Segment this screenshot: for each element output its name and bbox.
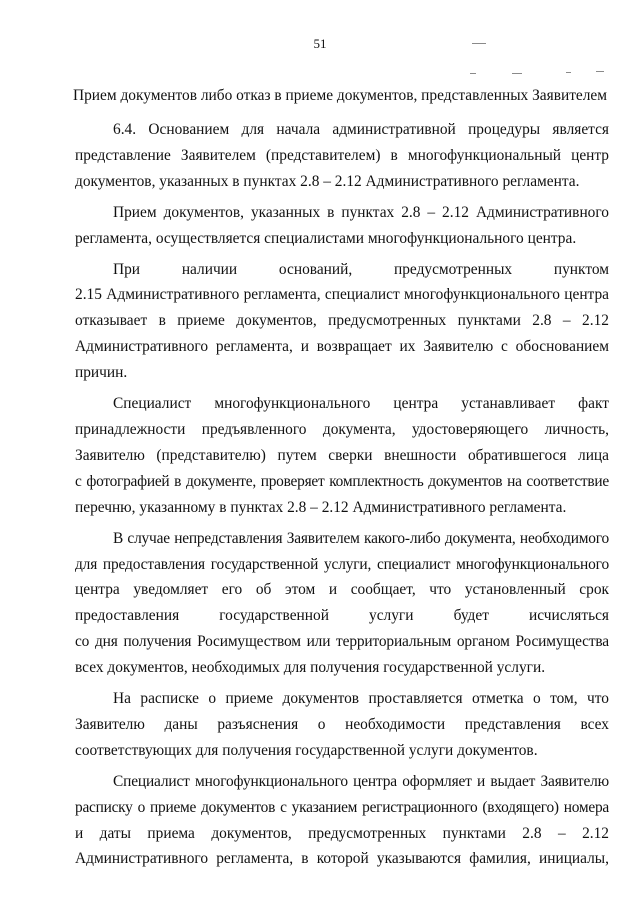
text-line: Заявителю даны разъяснения о необходимости представления всех [75, 715, 609, 733]
section-heading: Прием документов либо отказ в приеме документов, представленных Заявителем [72, 87, 608, 104]
text-line: предоставления государственной услуги будет исчисляться [75, 607, 609, 625]
text-line: документов, указанных в пунктах 2.8 – 2.12 Административного регламента. [75, 172, 580, 190]
paragraph [75, 257, 609, 387]
text-line: В случае непредставления Заявителем какого-либо документа, необходимого [113, 529, 609, 547]
scan-speck [472, 43, 486, 44]
text-line: расписку о приеме документов с указанием регистрационного (входящего) номера [75, 798, 609, 816]
text-line: На расписке о приеме документов проставляется отметка о том, что [113, 690, 609, 708]
paragraph [75, 686, 609, 764]
paragraph [75, 769, 609, 873]
paragraph [75, 526, 609, 681]
text-line: 6.4. Основанием для начала административной процедуры является [113, 121, 609, 138]
text-line: Специалист многофункционального центра оформляет и выдает Заявителю [113, 772, 609, 790]
text-line: для предоставления государственной услуги, специалист многофункционального [75, 555, 609, 573]
scan-speck [470, 73, 476, 74]
text-line: Административного регламента, и возвращает их Заявителю с обоснованием [75, 338, 609, 356]
text-line: со дня получения Росимуществом или территориальным органом Росимущества [75, 633, 609, 651]
page-number: 51 [313, 36, 327, 51]
text-line: При наличии оснований, предусмотренных пунктом [113, 260, 609, 278]
scan-speck [566, 72, 571, 73]
text-line: с фотографией в документе, проверяет комплектность документов на соответствие [75, 472, 609, 490]
scan-speck [596, 71, 604, 72]
text-line: и даты приема документов, предусмотренных пунктами 2.8 – 2.12 [75, 824, 609, 842]
text-line: Прием документов, указанных в пунктах 2.8 – 2.12 Административного [113, 203, 609, 221]
text-line: представление Заявителем (представителем) в многофункциональный центр [75, 146, 609, 164]
text-line: всех документов, необходимых для получения государственной услуги. [75, 659, 546, 677]
text-line: Административного регламента, в которой указываются фамилия, инициалы, [75, 850, 609, 868]
text-line: Специалист многофункционального центра устанавливает факт [113, 395, 609, 413]
text-line: 2.15 Административного регламента, специалист многофункционального центра [75, 286, 609, 304]
text-line: принадлежности предъявленного документа, удостоверяющего личность, [75, 420, 609, 438]
text-line: Заявителю (представителю) путем сверки внешности обратившегося лица [75, 446, 609, 464]
scan-speck [512, 73, 522, 74]
document-body [75, 117, 609, 877]
paragraph [75, 391, 609, 521]
paragraph [75, 200, 609, 252]
text-line: центра уведомляет его об этом и сообщает, что установленный срок [75, 581, 609, 599]
text-line: соответствующих для получения государственной услуги документов. [75, 741, 538, 759]
text-line: причин. [75, 364, 128, 382]
text-line: регламента, осуществляется специалистами многофункционального центра. [75, 229, 577, 247]
text-line: отказывает в приеме документов, предусмотренных пунктами 2.8 – 2.12 [75, 312, 609, 330]
paragraph [75, 117, 609, 195]
text-line: перечню, указанному в пунктах 2.8 – 2.12 Административного регламента. [75, 498, 567, 516]
